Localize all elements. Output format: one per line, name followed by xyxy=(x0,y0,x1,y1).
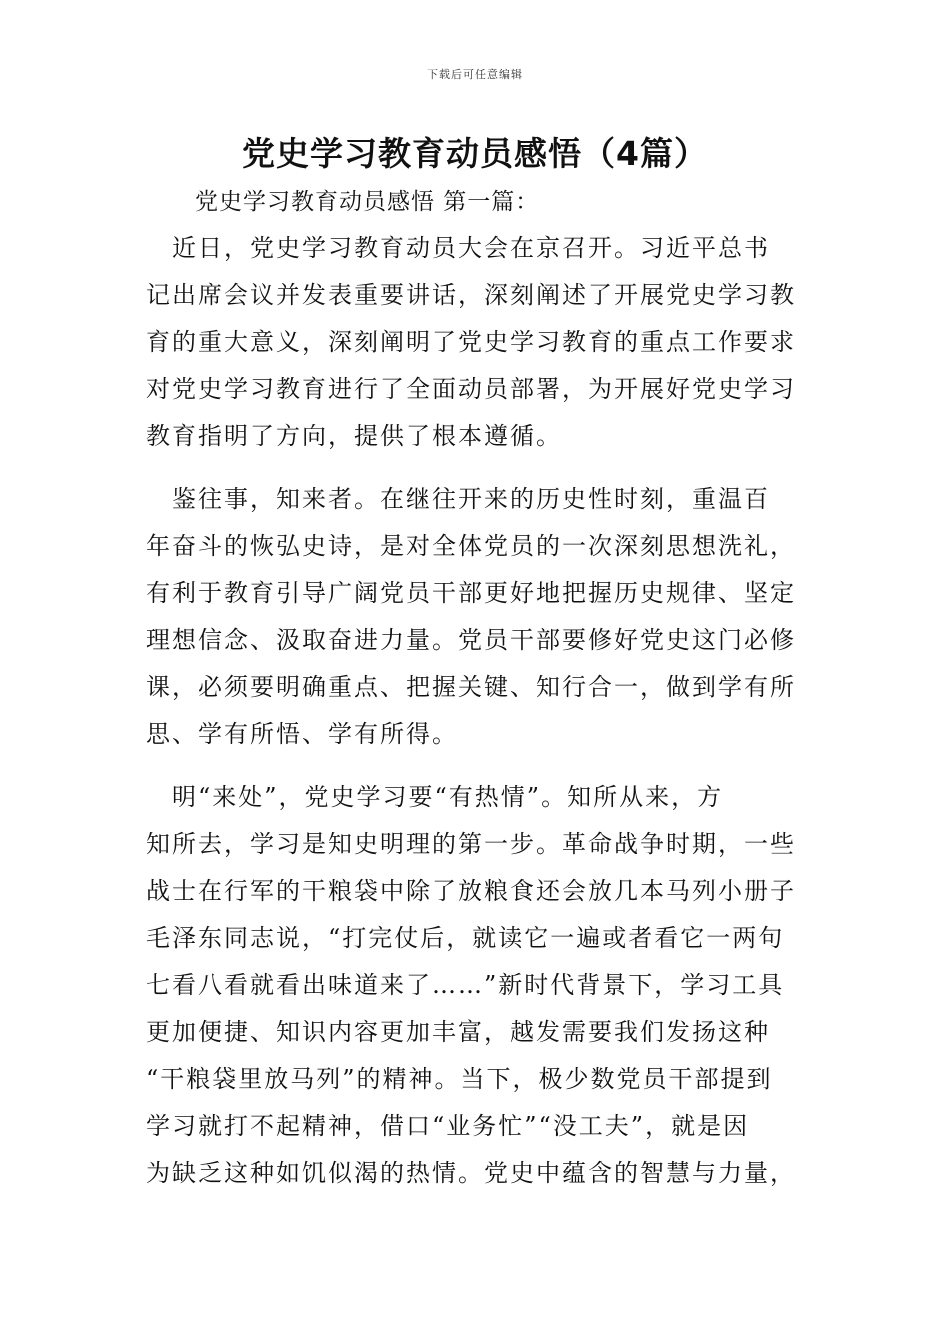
paragraph-line: 知所去，学习是知史明理的第一步。革命战争时期，一些 xyxy=(146,830,796,858)
document-title: 党史学习教育动员感悟（4篇） xyxy=(242,134,708,173)
paragraph-line: 七看八看就看出味道来了……”新时代背景下，学习工具 xyxy=(146,971,785,999)
document-subtitle: 党史学习教育动员感悟 第一篇： xyxy=(195,189,540,215)
paragraph-line: 明“来处”，党史学习要“有热情”。知所从来，方 xyxy=(146,783,724,811)
paragraph-1 xyxy=(146,225,806,460)
paragraph-line: 有利于教育引导广阔党员干部更好地把握历史规律、坚定 xyxy=(146,579,796,607)
paragraph-line: 战士在行军的干粮袋中除了放粮食还会放几本马列小册子 xyxy=(146,877,796,905)
paragraph-line: 更加便捷、知识内容更加丰富，越发需要我们发扬这种 xyxy=(146,1018,770,1046)
paragraph-line: 教育指明了方向，提供了根本遵循。 xyxy=(146,422,562,450)
header-note: 下载后可任意编辑 xyxy=(427,68,523,81)
paragraph-line: 鉴往事，知来者。在继往开来的历史性时刻，重温百 xyxy=(146,485,770,513)
paragraph-line: 思、学有所悟、学有所得。 xyxy=(146,720,458,748)
paragraph-line: 为缺乏这种如饥似渴的热情。党史中蕴含的智慧与力量， xyxy=(146,1159,796,1187)
paragraph-line: 毛泽东同志说，“打完仗后，就读它一遍或者看它一两句 xyxy=(146,924,785,952)
paragraph-line: 年奋斗的恢弘史诗，是对全体党员的一次深刻思想洗礼， xyxy=(146,532,796,560)
paragraph-line: 学习就打不起精神，借口“业务忙”“没工夫”，就是因 xyxy=(146,1112,750,1140)
paragraph-line: 近日，党史学习教育动员大会在京召开。习近平总书 xyxy=(146,234,770,262)
paragraph-line: “干粮袋里放马列”的精神。当下，极少数党员干部提到 xyxy=(146,1065,773,1093)
paragraph-3 xyxy=(146,774,806,1197)
paragraph-line: 理想信念、汲取奋进力量。党员干部要修好党史这门必修 xyxy=(146,626,796,654)
paragraph-line: 育的重大意义，深刻阐明了党史学习教育的重点工作要求 xyxy=(146,328,796,356)
paragraph-line: 对党史学习教育进行了全面动员部署，为开展好党史学习 xyxy=(146,375,796,403)
paragraph-line: 记出席会议并发表重要讲话，深刻阐述了开展党史学习教 xyxy=(146,281,796,309)
paragraph-2 xyxy=(146,476,806,758)
paragraph-line: 课，必须要明确重点、把握关键、知行合一，做到学有所 xyxy=(146,673,796,701)
